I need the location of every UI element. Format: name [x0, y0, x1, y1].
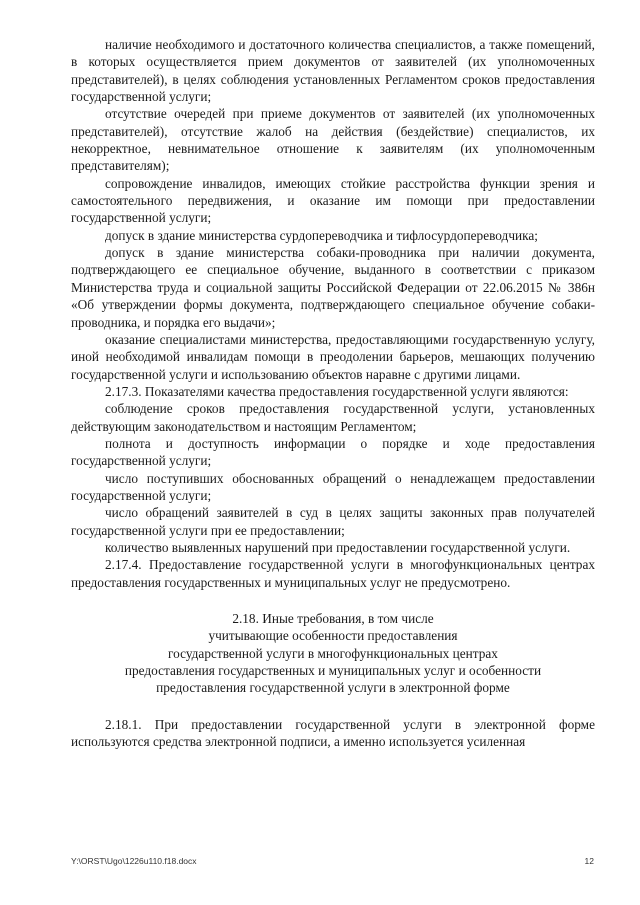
paragraph-complaints: число поступивших обоснованных обращений о ненадлежащем предоставлении государственной услуги; — [71, 470, 595, 503]
paragraph-deadlines: соблюдение сроков предоставления государственной услуги, установленных действующим законодательством и настоящим Регламентом; — [71, 401, 595, 434]
heading-line: предоставления государственных и муниципальных услуг и особенности — [124, 663, 542, 679]
paragraph-violations: количество выявленных нарушений при предоставлении государственной услуги. — [105, 539, 571, 555]
heading-line: государственной услуги в многофункциональных центрах — [168, 645, 498, 661]
paragraph-assistance: оказание специалистами министерства, предоставляющими государственную услугу, иной необходимой инвалидам помощи в преодолении барьеров, мешающих получению государственной услуги и использованию объектов наравне с другими лицами. — [71, 331, 595, 382]
heading-line: 2.18. Иные требования, в том числе — [232, 611, 434, 626]
paragraph-sign-interpreter: допуск в здание министерства сурдопереводчика и тифлосурдопереводчика; — [105, 227, 538, 243]
paragraph-information: полнота и доступность информации о порядке и ходе предоставления государственной услуги; — [71, 435, 595, 469]
paragraph-2-17-3: 2.17.3. Показателями качества предоставления государственной услуги являются: — [105, 383, 569, 399]
paragraph-guide-dog: допуск в здание министерства собаки-проводника при наличии документа, подтверждающего ее специальное обучение, выданного в соответствии с приказом Министерства труда и социальной защиты Российской Федерации от 22.06.2015 № 386н «Об утверждении формы документа, подтверждающего специальное обучение собаки-проводника, и порядка его выдачи»; — [71, 245, 595, 330]
paragraph-2-18-1: 2.18.1. При предоставлении государственной услуги в электронной форме используются средства электронной подписи, а именно используется усиленная — [71, 716, 595, 750]
heading-line: предоставления государственной услуги в электронной форме — [156, 680, 510, 696]
paragraph-escort-disabled: сопровождение инвалидов, имеющих стойкие расстройства функции зрения и самостоятельного передвижения, и оказание им помощи при предоставлении государственной услуги; — [71, 175, 595, 226]
paragraph-no-queues: отсутствие очередей при приеме документов от заявителей (их уполномоченных представителей), отсутствие жалоб на действия (бездействие) специалистов, их некорректное, невнимательное отношение к заявителям (их уполномоченным представителям); — [71, 106, 595, 174]
paragraph-2-17-4: 2.17.4. Предоставление государственной услуги в многофункциональных центрах предоставления государственных и муниципальных услуг не предусмотрено. — [71, 557, 595, 590]
page-number: 12 — [584, 856, 594, 866]
document-body — [71, 36, 595, 750]
footer-file-path: Y:\ORST\Ugo\1226u110.f18.docx — [71, 856, 197, 866]
heading-line: учитывающие особенности предоставления — [208, 628, 458, 644]
paragraph-court-appeals: число обращений заявителей в суд в целях защиты законных прав получателей государственной услуги при ее предоставлении; — [71, 505, 595, 538]
paragraph-specialists: наличие необходимого и достаточного количества специалистов, а также помещений, в которых осуществляется прием документов от заявителей (их уполномоченных представителей), в целях соблюдения установленных Регламентом сроков предоставления государственной услуги; — [71, 37, 595, 105]
section-heading-2-18 — [71, 610, 595, 697]
